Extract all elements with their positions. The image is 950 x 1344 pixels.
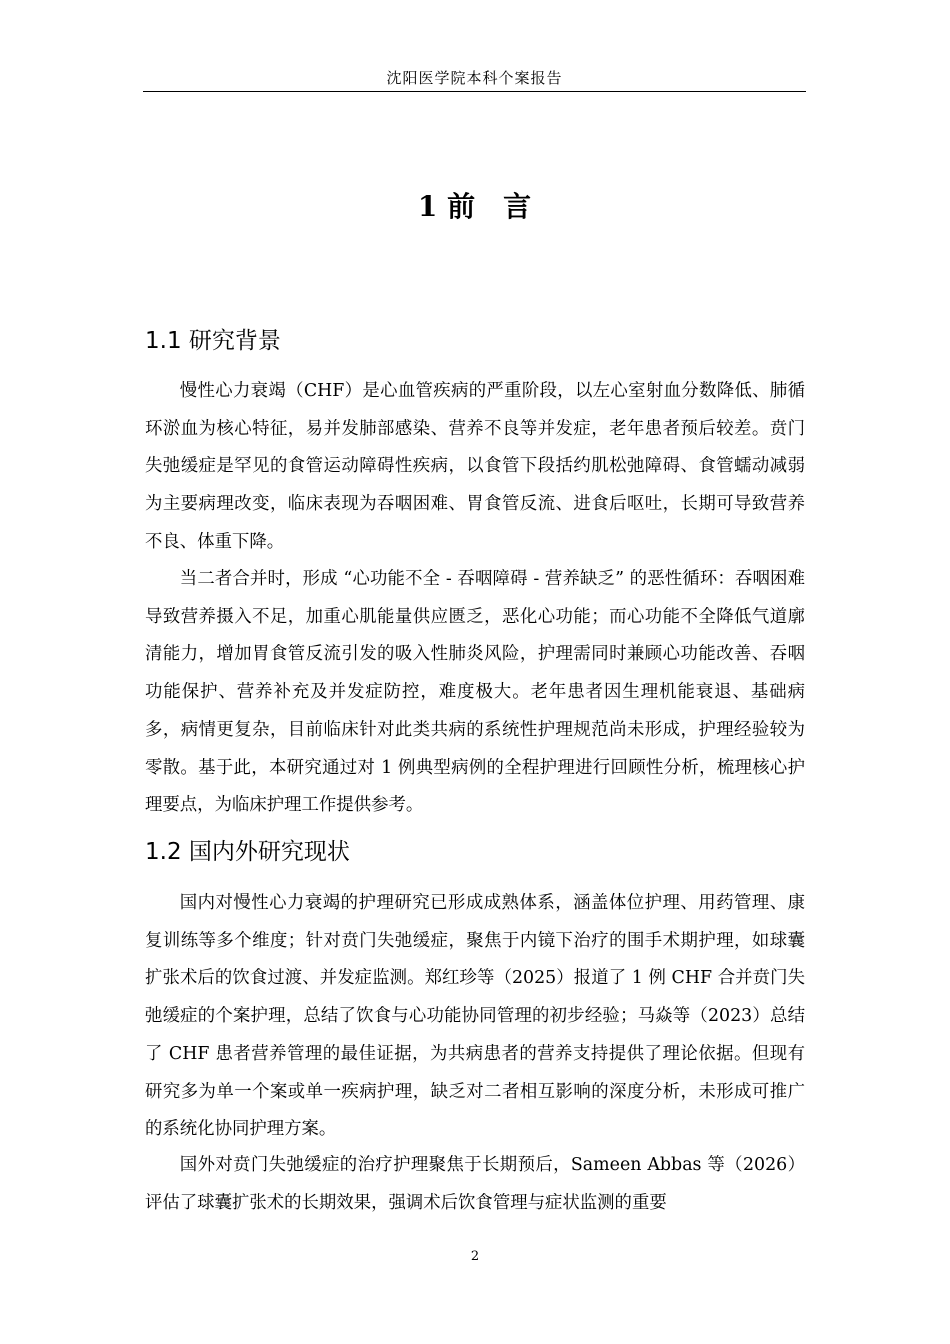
paragraph-background-1: 慢性心力衰竭（CHF）是心血管疾病的严重阶段，以左心室射血分数降低、肺循环淤血为核心特征，易并发肺部感染、营养不良等并发症，老年患者预后较差。贲门失弛缓症是罕见的食管运动障碍性疾病，以食管下段括约肌松弛障碍、食管蠕动减弱为主要病理改变，临床表现为吞咽困难、胃食管反流、进食后呕吐，长期可导致营养不良、体重下降。 [145,381,805,552]
paragraph-status-2: 国外对贲门失弛缓症的治疗护理聚焦于长期预后，Sameen Abbas 等（2026）评估了球囊扩张术的长期效果，强调术后饮食管理与症状监测的重要 [145,1155,805,1213]
running-header: 沈阳医学院本科个案报告 [143,66,806,92]
paragraph-background-2: 当二者合并时，形成 “心功能不全 - 吞咽障碍 - 营养缺乏” 的恶性循环：吞咽困难导致营养摄入不足，加重心肌能量供应匮乏，恶化心功能；而心功能不全降低气道廓清能力，增加胃食管反流引发的吸入性肺炎风险，护理需同时兼顾心功能改善、吞咽功能保护、营养补充及并发症防控，难度极大。老年患者因生理机能衰退、基础病多，病情更复杂，目前临床针对此类共病的系统性护理规范尚未形成，护理经验较为零散。基于此，本研究通过对 1 例典型病例的全程护理进行回顾性分析，梳理核心护理要点，为临床护理工作提供参考。 [145,569,805,816]
section-heading-1-1: 1.1 研究背景 [145,328,281,354]
page-number: 2 [470,1249,480,1264]
chapter-title: 1 前 言 [417,190,532,223]
section-heading-1-2: 1.2 国内外研究现状 [145,839,350,865]
paragraph-status-1: 国内对慢性心力衰竭的护理研究已形成成熟体系，涵盖体位护理、用药管理、康复训练等多个维度；针对贲门失弛缓症，聚焦于内镜下治疗的围手术期护理，如球囊扩张术后的饮食过渡、并发症监测。郑红珍等（2025）报道了 1 例 CHF 合并贲门失弛缓症的个案护理，总结了饮食与心功能协同管理的初步经验；马焱等（2023）总结了 CHF 患者营养管理的最佳证据，为共病患者的营养支持提供了理论依据。但现有研究多为单一个案或单一疾病护理，缺乏对二者相互影响的深度分析，未形成可推广的系统化协同护理方案。 [145,893,805,1140]
